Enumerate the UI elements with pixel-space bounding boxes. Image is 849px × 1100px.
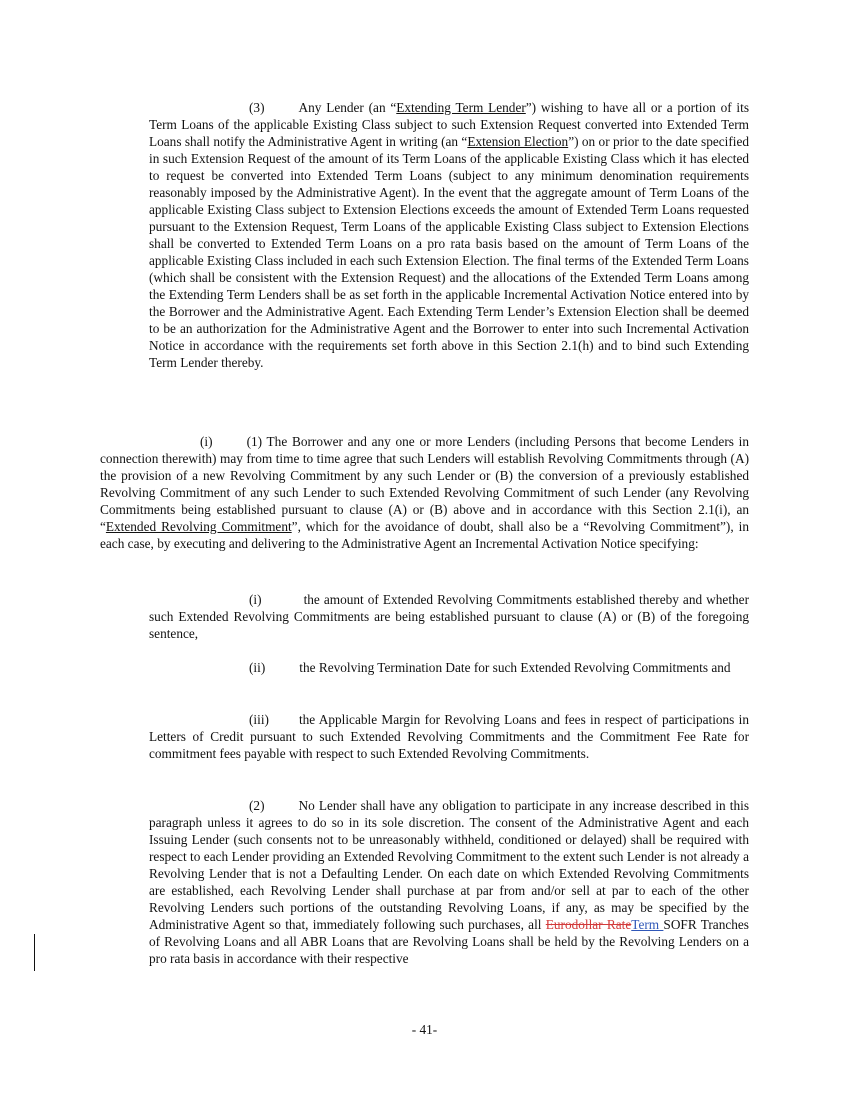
revision-change-bar: [34, 934, 35, 971]
subparagraph-ii: [149, 659, 749, 676]
paragraph-text: ”) wishing to have all or a portion of its Term Loans of the applicable Existing Class subject to such Extension Request converted into Extended Term Loans shall notify the Administrative Agent in writing (an “: [149, 100, 749, 149]
deleted-text: Eurodollar Rate: [545, 917, 632, 932]
paragraph-text: ”, which for the avoidance of doubt, shall also be a “Revolving Commitment”), in each case, by executing and delivering to the Administrative Agent an Incremental Activation Notice specifying:: [100, 519, 749, 551]
paragraph-text: ”) on or prior to the date specified in such Extension Request of the amount of its Term Loans of the applicable Existing Class which it has elected to request be converted into Extended Term Loans (subject to any minimum denomination requirements reasonably imposed by the Administrative Agent). In the event that the aggregate amount of Term Loans of the applicable Existing Class subject to Extension Elections exceeds the amount of Extended Term Loans requested pursuant to the Extension Request, Term Loans of the applicable Existing Class subject to Extension Elections shall be converted to Extended Term Loans on a pro rata basis based on the amount of Term Loans of the applicable Existing Class included in each such Extension Election. The final terms of the Extended Term Loans (which shall be consistent with the Extension Request) and the allocations of the Extended Term Loans among the Extending Term Lenders shall be as set forth in the applicable Incremental Activation Notice entered into by the Borrower and the Administrative Agent. Each Extending Term Lender’s Extension Election shall be deemed to be an authorization for the Administrative Agent and the Borrower to enter into such Incremental Activation Notice in accordance with the requirements set forth above in this Section 2.1(h) and to bind such Extending Term Lender thereby.: [149, 134, 750, 370]
paragraph-text: (1) The Borrower and any one or more Lenders (including Persons that become Lenders in connection therewith) may from time to time agree that such Lenders will establish Revolving Commitments through (A) the provision of a new Revolving Commitment by any such Lender or (B) the conversion of a previously established Revolving Commitment of any such Lender to such Extended Revolving Commitment of such Lender (any Revolving Commitments being established pursuant to clause (A) or (B) above and in accordance with this Section 2.1(i), an “: [100, 434, 749, 534]
paragraph-i: [100, 433, 749, 552]
paragraph-text: the Revolving Termination Date for such Extended Revolving Commitments and: [299, 660, 731, 675]
paragraph-text: SOFR Tranches of Revolving Loans and all ABR Loans that are Revolving Loans shall be held by the Revolving Lenders on a pro rata basis in accordance with their respective: [149, 917, 749, 966]
inserted-text: Term: [631, 917, 664, 932]
paragraph-number: (ii): [249, 660, 266, 675]
paragraph-number: (i): [200, 434, 213, 449]
paragraph-number: (3): [249, 100, 265, 115]
defined-term: Extending Term Lender: [396, 100, 526, 115]
paragraph-2: [149, 797, 749, 967]
subparagraph-iii: [149, 711, 749, 762]
paragraph-number: (2): [249, 798, 265, 813]
paragraph-text: the Applicable Margin for Revolving Loans and fees in respect of participations in Letters of Credit pursuant to such Extended Revolving Commitments and the Commitment Fee Rate for commitment fees payable with respect to such Extended Revolving Commitments.: [149, 712, 749, 761]
defined-term: Extended Revolving Commitment: [105, 519, 292, 534]
page-number: - 41-: [411, 1022, 438, 1037]
paragraph-text: the amount of Extended Revolving Commitments established thereby and whether such Extended Revolving Commitments are being established pursuant to clause (A) or (B) of the foregoing sentence,: [149, 592, 749, 641]
paragraph-3: [149, 99, 749, 371]
subparagraph-i: [149, 591, 749, 642]
defined-term: Extension Election: [467, 134, 569, 149]
paragraph-text: Any Lender (an “: [298, 100, 397, 115]
paragraph-text: No Lender shall have any obligation to participate in any increase described in this paragraph unless it agrees to do so in its sole discretion. The consent of the Administrative Agent and each Issuing Lender (such consents not to be unreasonably withheld, conditioned or delayed) shall be required with respect to each Lender providing an Extended Revolving Commitment to the extent such Lender is not already a Revolving Lender that is not a Defaulting Lender. On each date on which Extended Revolving Commitments are established, each Revolving Lender shall purchase at par from and/or sell at par to each of the other Revolving Lenders such portions of the outstanding Revolving Loans, if any, as may be specified by the Administrative Agent so that, immediately following such purchases, all: [149, 798, 749, 932]
paragraph-number: (i): [249, 592, 262, 607]
paragraph-number: (iii): [249, 712, 269, 727]
